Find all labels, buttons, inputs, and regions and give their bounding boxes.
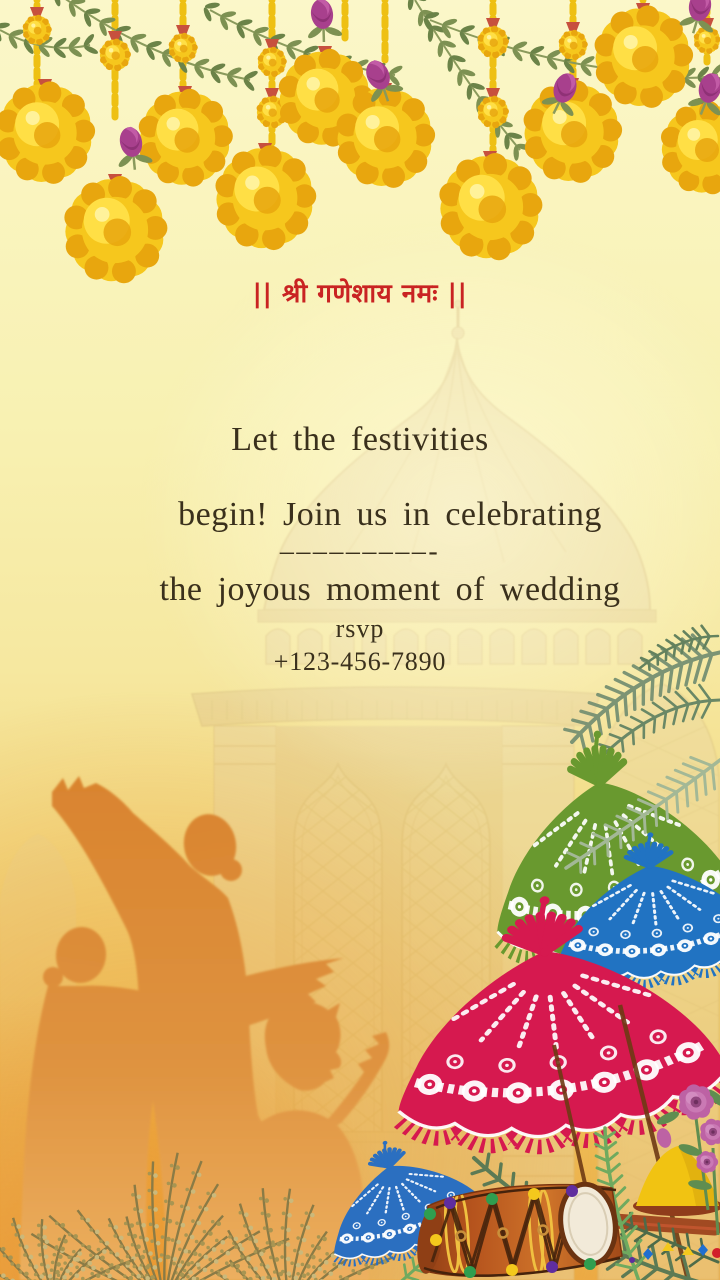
invitation-line-2: begin! Join us in celebrating — [178, 496, 602, 533]
invitation-line-1: Let the festivities — [231, 421, 489, 458]
invitation-line-3: the joyous moment of wedding — [159, 571, 621, 608]
rsvp-phone: +123-456-7890 — [273, 647, 447, 676]
divider-dashes: –––––––––- — [279, 536, 441, 567]
blessing-text: || श्री गणेशाय नमः || — [252, 279, 468, 309]
rsvp-label: rsvp — [335, 614, 385, 643]
invitation-message — [0, 421, 720, 609]
